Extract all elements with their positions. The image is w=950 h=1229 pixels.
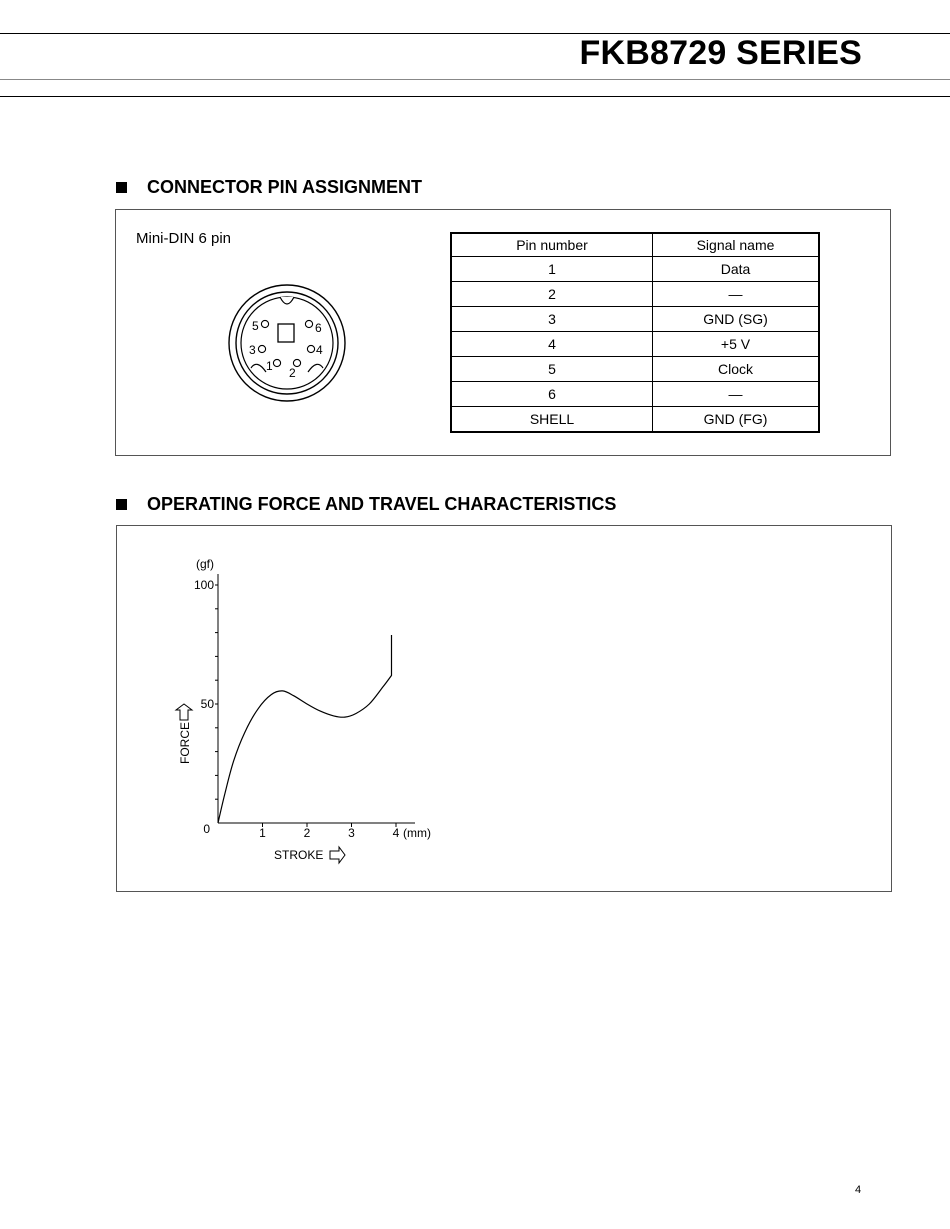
page-number: 4 — [855, 1184, 862, 1196]
pin-3-hole — [258, 345, 265, 352]
pin-1-hole — [273, 359, 280, 366]
y-axis-label: FORCE — [178, 722, 192, 764]
signal-name-cell: GND (FG) — [653, 407, 820, 433]
series-title: FKB8729 SERIES — [579, 34, 862, 72]
pin-number-cell: 3 — [451, 307, 653, 332]
table-row — [451, 382, 819, 407]
connector-panel — [115, 209, 891, 456]
x-unit-label: (mm) — [403, 826, 431, 840]
force-stroke-chart — [117, 526, 477, 886]
pin-number-cell: 1 — [451, 257, 653, 282]
table-row — [451, 332, 819, 357]
table-row — [451, 307, 819, 332]
pin-6-hole — [305, 320, 312, 327]
pin-label-2: 2 — [289, 366, 296, 380]
table-row — [451, 282, 819, 307]
top-key-notch — [280, 297, 294, 304]
table-row — [451, 407, 819, 433]
pin-label-1: 1 — [266, 359, 273, 373]
pin-4-hole — [307, 345, 314, 352]
y-tick-label: 0 — [203, 822, 210, 836]
force-curve-line — [218, 635, 392, 823]
pin-label-4: 4 — [316, 343, 323, 357]
header-bottom-rule — [0, 96, 950, 97]
table-row — [451, 357, 819, 382]
pin-label-6: 6 — [315, 321, 322, 335]
right-key-notch — [308, 364, 323, 372]
mini-din-connector-diagram — [217, 273, 357, 413]
signal-name-cell: — — [653, 382, 820, 407]
signal-name-cell: Data — [653, 257, 820, 282]
left-key-notch — [251, 364, 266, 372]
x-tick-label: 2 — [303, 826, 311, 840]
center-key-square — [278, 324, 294, 342]
y-tick-label: 100 — [193, 578, 214, 592]
table-row — [451, 257, 819, 282]
pin-label-5: 5 — [252, 319, 259, 333]
column-header-signal-name: Signal name — [653, 233, 820, 257]
table-header-row — [451, 233, 819, 257]
connector-heading-text: CONNECTOR PIN ASSIGNMENT — [147, 177, 423, 197]
y-unit-label: (gf) — [196, 557, 214, 571]
x-axis-label: STROKE — [274, 848, 324, 862]
pin-number-cell: 4 — [451, 332, 653, 357]
bullet-square-icon — [116, 182, 127, 193]
x-tick-label: 4 — [392, 826, 400, 840]
pin-assignment-table — [450, 232, 820, 433]
pin-label-3: 3 — [249, 343, 256, 357]
pin-number-cell: 2 — [451, 282, 653, 307]
connector-section-heading — [116, 177, 422, 198]
connector-type-label: Mini-DIN 6 pin — [136, 230, 232, 247]
x-axis-title — [274, 847, 345, 863]
column-header-pin-number: Pin number — [451, 233, 653, 257]
signal-name-cell: GND (SG) — [653, 307, 820, 332]
force-heading-text: OPERATING FORCE AND TRAVEL CHARACTERISTICS — [147, 494, 617, 514]
signal-name-cell: — — [653, 282, 820, 307]
x-tick-label: 3 — [348, 826, 355, 840]
pin-number-cell: 6 — [451, 382, 653, 407]
pin-number-cell: SHELL — [451, 407, 653, 433]
up-arrow-icon — [176, 704, 192, 720]
pin-number-cell: 5 — [451, 357, 653, 382]
force-section-heading — [116, 494, 616, 515]
y-axis-title — [176, 704, 192, 764]
pin-5-hole — [261, 320, 268, 327]
force-chart-panel — [116, 525, 892, 892]
signal-name-cell: +5 V — [653, 332, 820, 357]
right-arrow-icon — [330, 847, 345, 863]
y-tick-label: 50 — [200, 697, 214, 711]
signal-name-cell: Clock — [653, 357, 820, 382]
x-tick-label: 1 — [259, 826, 266, 840]
header-mid-rule — [0, 79, 950, 80]
bullet-square-icon — [116, 499, 127, 510]
